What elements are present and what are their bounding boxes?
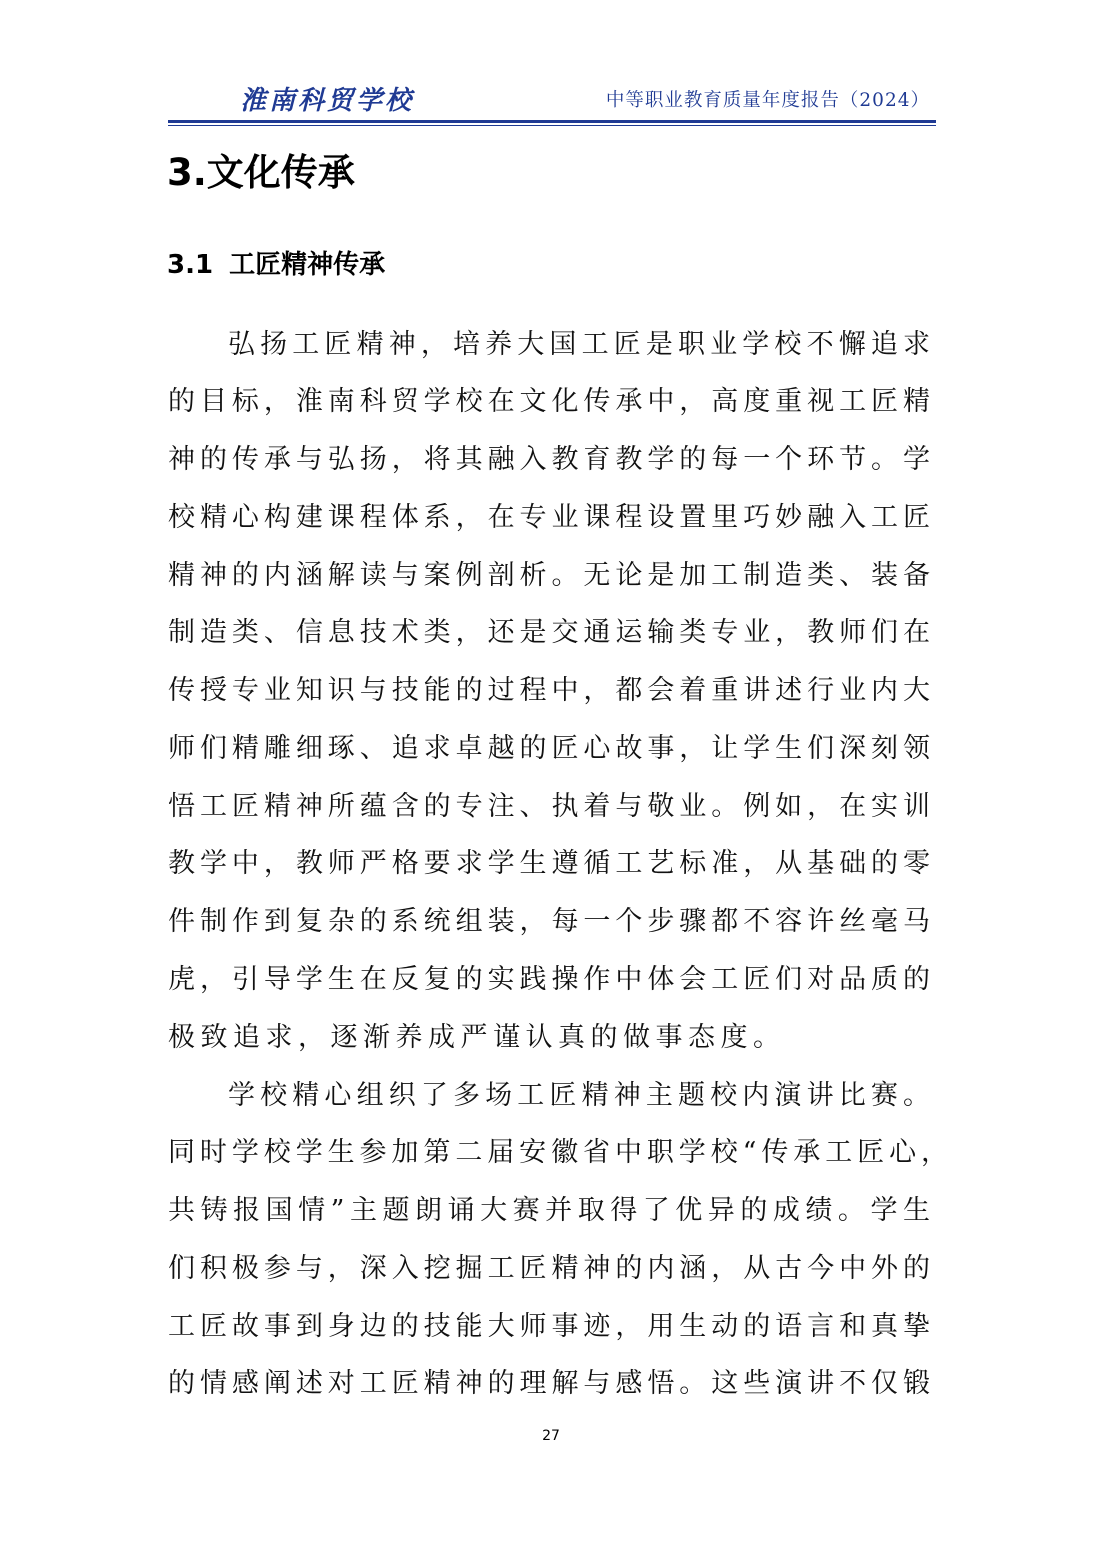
paragraph-1-line: 传授专业知识与技能的过程中，都会着重讲述行业内大 (168, 675, 930, 706)
paragraph-2-line: 共铸报国情”主题朗诵大赛并取得了优异的成绩。学生 (168, 1195, 930, 1226)
paragraph-1-line: 神的传承与弘扬，将其融入教育教学的每一个环节。学 (168, 444, 930, 475)
paragraph-1-line: 校精心构建课程体系，在专业课程设置里巧妙融入工匠 (168, 502, 930, 533)
school-name-logo: 淮南科贸学校 (240, 86, 415, 116)
paragraph-1-line: 极致追求，逐渐养成严谨认真的做事态度。 (168, 1022, 786, 1053)
paragraph-1-line: 的目标，淮南科贸学校在文化传承中，高度重视工匠精 (168, 386, 930, 417)
page-number: 27 (542, 1428, 560, 1444)
paragraph-2-line: 学校精心组织了多场工匠精神主题校内演讲比赛。 (228, 1080, 930, 1111)
header-rule-thin (168, 125, 936, 126)
subsection-number: 3.1 (167, 250, 214, 280)
page-header (168, 78, 936, 126)
paragraph-2-line: 工匠故事到身边的技能大师事迹，用生动的语言和真挚 (168, 1311, 930, 1342)
header-rule-thick (168, 120, 936, 123)
section-heading: 3.文化传承 (167, 151, 355, 194)
paragraph-2-line: 同时学校学生参加第二届安徽省中职学校“传承工匠心， (168, 1137, 948, 1168)
paragraph-2-line: 们积极参与，深入挖掘工匠精神的内涵，从古今中外的 (168, 1253, 930, 1284)
paragraph-1-line: 件制作到复杂的系统组装，每一个步骤都不容许丝毫马 (168, 906, 930, 937)
paragraph-1-line: 师们精雕细琢、追求卓越的匠心故事，让学生们深刻领 (168, 733, 930, 764)
subsection-heading (167, 244, 385, 281)
subsection-title: 工匠精神传承 (229, 250, 386, 280)
paragraph-1-line: 悟工匠精神所蕴含的专注、执着与敬业。例如，在实训 (168, 791, 930, 822)
paragraph-2-line: 的情感阐述对工匠精神的理解与感悟。这些演讲不仅锻 (168, 1368, 930, 1399)
paragraph-1-line: 虎，引导学生在反复的实践操作中体会工匠们对品质的 (168, 964, 930, 995)
paragraph-1-line: 精神的内涵解读与案例剖析。无论是加工制造类、装备 (168, 560, 930, 591)
paragraph-1-line: 制造类、信息技术类，还是交通运输类专业，教师们在 (168, 617, 930, 648)
paragraph-1-line: 教学中，教师严格要求学生遵循工艺标准，从基础的零 (168, 848, 930, 879)
report-title: 中等职业教育质量年度报告（2024） (605, 90, 930, 111)
paragraph-1-line: 弘扬工匠精神，培养大国工匠是职业学校不懈追求 (228, 329, 930, 360)
